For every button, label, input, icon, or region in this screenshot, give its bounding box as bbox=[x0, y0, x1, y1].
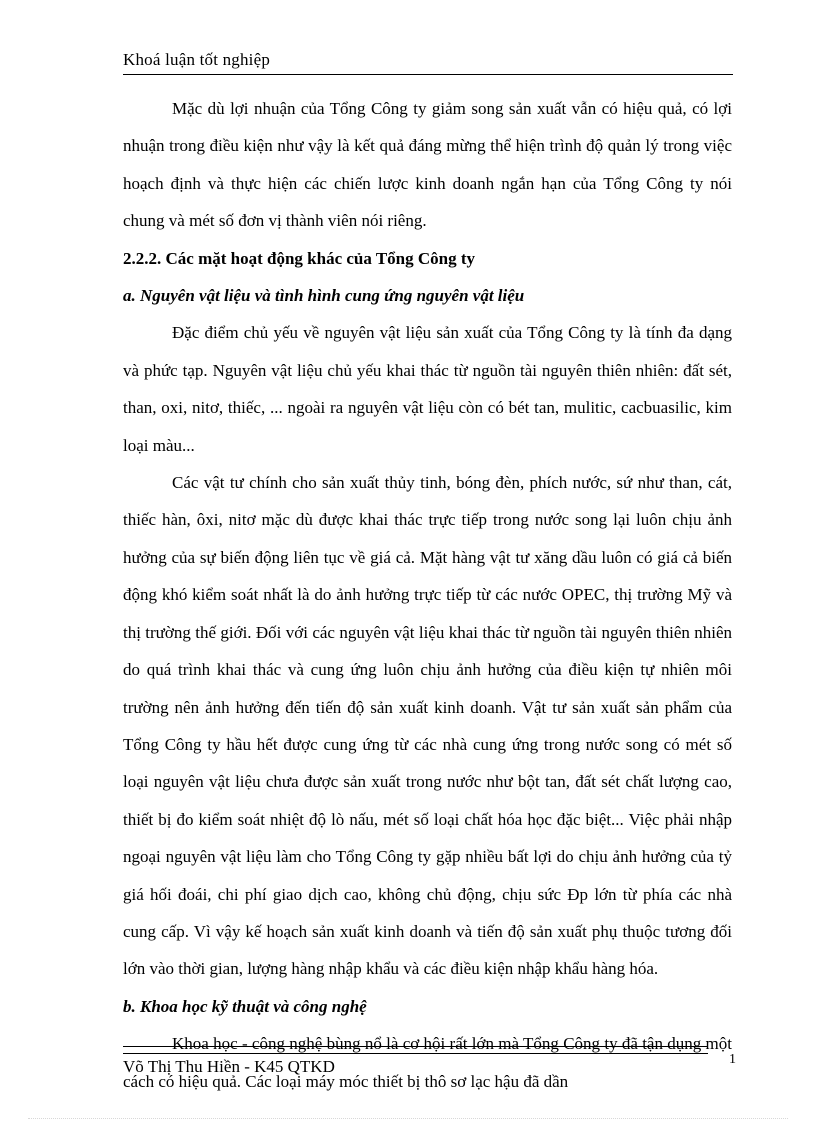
header-title: Khoá luận tốt nghiệp bbox=[123, 50, 271, 69]
page-bottom-edge bbox=[28, 1118, 788, 1119]
page-number: 1 bbox=[729, 1052, 736, 1067]
page-header bbox=[123, 48, 733, 75]
paragraph-material-characteristics: Đặc điểm chủ yếu về nguyên vật liệu sản xuất của Tổng Công ty là tính đa dạng và phức tạp. Nguyên vật liệu chủ yếu khai thác từ nguồn tài nguyên thiên nhiên: đất sét, than, oxi, nitơ, thiếc, ... ngoài ra nguyên vật liệu còn có bét tan, mulitic, cacbuasilic, kim loại màu... bbox=[123, 323, 732, 455]
subheading-materials: a. Nguyên vật liệu và tình hình cung ứng nguyên vật liệu bbox=[123, 286, 525, 306]
document-body bbox=[123, 90, 732, 1100]
footer-divider bbox=[123, 1046, 708, 1054]
section-heading-2-2-2: 2.2.2. Các mặt hoạt động khác của Tổng Công ty bbox=[123, 248, 476, 268]
paragraph-technology: Khoa học - công nghệ bùng nổ là cơ hội rất lớn mà Tổng Công ty đã tận dụng một cách có hiệu quả. Các loại máy móc thiết bị thô sơ lạc hậu đã dần bbox=[123, 1034, 732, 1091]
footer-author: Võ Thị Thu Hiền - K45 QTKD bbox=[123, 1057, 335, 1076]
subheading-technology: b. Khoa học kỹ thuật và công nghệ bbox=[123, 996, 367, 1016]
paragraph-material-supply: Các vật tư chính cho sản xuất thủy tinh, bóng đèn, phích nước, sứ như than, cát, thiếc hàn, ôxi, nitơ mặc dù được khai thác trực tiếp trong nước song lại luôn chịu ảnh hưởng của sự biến động liên tục về giá cả. Mặt hàng vật tư xăng dầu luôn có giá cả biến động khó kiểm soát nhất là do ảnh hưởng trực tiếp từ các nước OPEC, thị trường Mỹ và thị trường thế giới. Đối với các nguyên vật liệu khai thác từ nguồn tài nguyên thiên nhiên do quá trình khai thác và cung ứng luôn chịu ảnh hưởng của điều kiện tự nhiên môi trường nên ảnh hưởng đến tiến độ sản xuất kinh doanh. Vật tư sản xuất sản phẩm của Tổng Công ty hầu hết được cung ứng từ các nhà cung ứng trong nước song có mét số loại nguyên vật liệu chưa được sản xuất trong nước như bột tan, đất sét chất lượng cao, thiết bị đo kiểm soát nhiệt độ lò nấu, mét số loại chất hóa học đặc biệt... Việc phải nhập ngoại nguyên vật liệu làm cho Tổng Công ty gặp nhiều bất lợi do chịu ảnh hưởng của tỷ giá hối đoái, chi phí giao dịch cao, không chủ động, chịu sức Ðp lớn từ phía các nhà cung cấp. Vì vậy kế hoạch sản xuất kinh doanh và tiến độ sản xuất phụ thuộc tương đối lớn vào thời gian, lượng hàng nhập khẩu và các điều kiện nhập khẩu hàng hóa. bbox=[123, 473, 732, 979]
paragraph-profit: Mặc dù lợi nhuận của Tổng Công ty giảm song sản xuất vẫn có hiệu quả, có lợi nhuận trong điều kiện như vậy là kết quả đáng mừng thể hiện trình độ quản lý trong việc hoạch định và thực hiện các chiến lược kinh doanh ngắn hạn của Tổng Công ty nói chung và mét số đơn vị thành viên nói riêng. bbox=[123, 99, 732, 231]
